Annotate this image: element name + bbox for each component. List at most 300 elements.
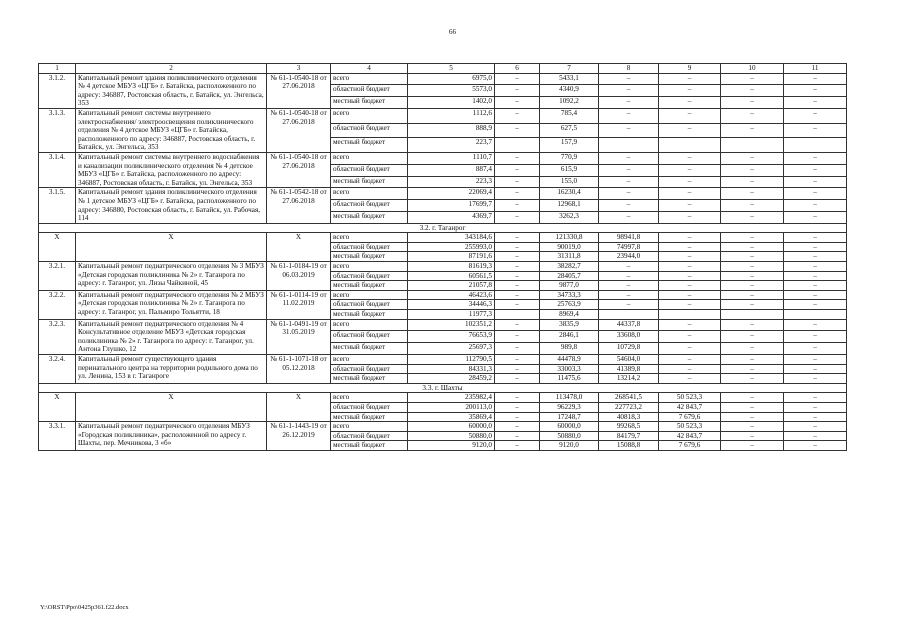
- value-cell: 5433,1: [540, 73, 599, 85]
- value-cell: –: [721, 441, 784, 451]
- value-cell: –: [784, 422, 847, 432]
- value-cell: –: [599, 176, 659, 188]
- budget-source: местный бюджет: [331, 176, 408, 188]
- value-cell: 785,4: [540, 108, 599, 123]
- value-cell: –: [784, 374, 847, 384]
- value-cell: [599, 138, 659, 153]
- budget-source: местный бюджет: [331, 412, 408, 422]
- value-cell: –: [599, 97, 659, 109]
- value-cell: –: [721, 211, 784, 223]
- value-cell: –: [659, 242, 721, 252]
- budget-source: всего: [331, 262, 408, 272]
- value-cell: –: [659, 331, 721, 343]
- value-cell: 50 523,3: [659, 422, 721, 432]
- value-cell: 25697,3: [408, 343, 495, 355]
- value-cell: –: [659, 300, 721, 310]
- value-cell: –: [659, 364, 721, 374]
- header-cell: 11: [784, 64, 847, 74]
- budget-table: [38, 63, 847, 451]
- header-cell: 5: [408, 64, 495, 74]
- value-cell: 770,9: [540, 152, 599, 164]
- page-number: 66: [449, 28, 456, 36]
- item-number: 3.1.4.: [39, 152, 76, 187]
- value-cell: 223,7: [408, 138, 495, 153]
- item-document: Х: [267, 393, 331, 422]
- table-row: [39, 73, 847, 85]
- value-cell: 28459,2: [408, 374, 495, 384]
- value-cell: 200113,0: [408, 402, 495, 412]
- value-cell: 11977,3: [408, 310, 495, 320]
- value-cell: –: [784, 343, 847, 355]
- table-row: [39, 290, 847, 300]
- budget-source: областной бюджет: [331, 123, 408, 138]
- value-cell: –: [784, 364, 847, 374]
- value-cell: 42 843,7: [659, 431, 721, 441]
- value-cell: 113478,0: [540, 393, 599, 403]
- value-cell: –: [721, 374, 784, 384]
- value-cell: 46423,6: [408, 290, 495, 300]
- value-cell: 90019,0: [540, 242, 599, 252]
- value-cell: –: [599, 164, 659, 176]
- value-cell: –: [599, 123, 659, 138]
- budget-source: всего: [331, 290, 408, 300]
- value-cell: –: [659, 374, 721, 384]
- value-cell: 60000,0: [540, 422, 599, 432]
- value-cell: –: [599, 188, 659, 200]
- value-cell: 17248,7: [540, 412, 599, 422]
- value-cell: –: [495, 343, 540, 355]
- value-cell: –: [721, 152, 784, 164]
- value-cell: –: [599, 271, 659, 281]
- value-cell: –: [599, 85, 659, 97]
- budget-source: всего: [331, 152, 408, 164]
- item-name: Капитальный ремонт педиатрического отделения № 2 МБУЗ «Детская городская поликлиника № 2» г. Таганрога по адресу: г. Таганрог, ул. Пальмиро Тольятти, 18: [76, 290, 267, 319]
- budget-source: всего: [331, 108, 408, 123]
- value-cell: 98941,8: [599, 233, 659, 243]
- header-cell: 2: [76, 64, 267, 74]
- value-cell: –: [495, 441, 540, 451]
- header-cell: 4: [331, 64, 408, 74]
- budget-source: всего: [331, 422, 408, 432]
- value-cell: 22069,4: [408, 188, 495, 200]
- value-cell: –: [659, 233, 721, 243]
- value-cell: –: [495, 233, 540, 243]
- value-cell: –: [721, 422, 784, 432]
- value-cell: 11475,6: [540, 374, 599, 384]
- value-cell: –: [784, 73, 847, 85]
- value-cell: –: [599, 211, 659, 223]
- value-cell: 9120,0: [540, 441, 599, 451]
- item-document: № 61-1-0114-19 от 11.02.2019: [267, 290, 331, 319]
- value-cell: 4340,9: [540, 85, 599, 97]
- value-cell: 8969,4: [540, 310, 599, 320]
- value-cell: 615,9: [540, 164, 599, 176]
- item-number: 3.1.5.: [39, 188, 76, 223]
- header-cell: 1: [39, 64, 76, 74]
- value-cell: 3835,9: [540, 319, 599, 331]
- value-cell: 627,5: [540, 123, 599, 138]
- value-cell: –: [784, 97, 847, 109]
- value-cell: [495, 138, 540, 153]
- section-row: [39, 383, 847, 393]
- value-cell: 34733,3: [540, 290, 599, 300]
- value-cell: –: [721, 176, 784, 188]
- value-cell: –: [721, 97, 784, 109]
- budget-source: областной бюджет: [331, 242, 408, 252]
- value-cell: 15088,8: [599, 441, 659, 451]
- value-cell: –: [784, 188, 847, 200]
- header-cell: 7: [540, 64, 599, 74]
- item-name: Х: [76, 233, 267, 262]
- value-cell: –: [784, 402, 847, 412]
- value-cell: 96229,3: [540, 402, 599, 412]
- value-cell: 343184,6: [408, 233, 495, 243]
- value-cell: –: [495, 211, 540, 223]
- value-cell: [784, 138, 847, 153]
- value-cell: 81619,3: [408, 262, 495, 272]
- value-cell: –: [784, 85, 847, 97]
- value-cell: –: [721, 355, 784, 365]
- value-cell: 155,0: [540, 176, 599, 188]
- value-cell: [495, 310, 540, 320]
- section-title: 3.2. г. Таганрог: [39, 223, 847, 233]
- value-cell: –: [659, 152, 721, 164]
- value-cell: –: [784, 242, 847, 252]
- value-cell: 31311,8: [540, 252, 599, 262]
- budget-source: местный бюджет: [331, 310, 408, 320]
- budget-source: местный бюджет: [331, 138, 408, 153]
- value-cell: –: [784, 152, 847, 164]
- value-cell: 50880,0: [540, 431, 599, 441]
- item-document: № 61-1-0491-19 от 31.05.2019: [267, 319, 331, 354]
- item-document: № 61-1-1071-18 от 05.12.2018: [267, 355, 331, 384]
- table-row: [39, 319, 847, 331]
- value-cell: 102351,2: [408, 319, 495, 331]
- item-document: № 61-1-0540-18 от 27.06.2018: [267, 73, 331, 108]
- value-cell: –: [495, 200, 540, 212]
- value-cell: –: [784, 176, 847, 188]
- value-cell: –: [659, 290, 721, 300]
- table-row: [39, 188, 847, 200]
- value-cell: –: [495, 73, 540, 85]
- value-cell: 50 523,3: [659, 393, 721, 403]
- value-cell: –: [659, 97, 721, 109]
- value-cell: 54604,0: [599, 355, 659, 365]
- value-cell: 9877,0: [540, 281, 599, 291]
- value-cell: –: [784, 290, 847, 300]
- value-cell: [659, 138, 721, 153]
- value-cell: 1110,7: [408, 152, 495, 164]
- value-cell: –: [495, 85, 540, 97]
- value-cell: 223,3: [408, 176, 495, 188]
- value-cell: –: [721, 343, 784, 355]
- item-name: Х: [76, 393, 267, 422]
- value-cell: –: [784, 252, 847, 262]
- value-cell: –: [784, 300, 847, 310]
- value-cell: –: [599, 300, 659, 310]
- budget-source: областной бюджет: [331, 331, 408, 343]
- budget-source: областной бюджет: [331, 431, 408, 441]
- value-cell: 25763,9: [540, 300, 599, 310]
- value-cell: –: [599, 73, 659, 85]
- value-cell: 74997,8: [599, 242, 659, 252]
- value-cell: –: [659, 108, 721, 123]
- value-cell: 13214,2: [599, 374, 659, 384]
- value-cell: –: [659, 188, 721, 200]
- item-number: 3.2.1.: [39, 262, 76, 291]
- value-cell: –: [721, 108, 784, 123]
- budget-source: всего: [331, 188, 408, 200]
- value-cell: 23944,0: [599, 252, 659, 262]
- value-cell: [659, 310, 721, 320]
- value-cell: –: [495, 402, 540, 412]
- value-cell: [784, 310, 847, 320]
- value-cell: –: [599, 152, 659, 164]
- value-cell: 4369,7: [408, 211, 495, 223]
- value-cell: –: [721, 233, 784, 243]
- value-cell: –: [721, 188, 784, 200]
- value-cell: 268541,5: [599, 393, 659, 403]
- budget-source: местный бюджет: [331, 211, 408, 223]
- value-cell: 42 843,7: [659, 402, 721, 412]
- budget-source: областной бюджет: [331, 271, 408, 281]
- value-cell: –: [721, 319, 784, 331]
- value-cell: –: [784, 262, 847, 272]
- value-cell: 12968,1: [540, 200, 599, 212]
- value-cell: [721, 138, 784, 153]
- item-number: 3.1.3.: [39, 108, 76, 152]
- value-cell: –: [659, 200, 721, 212]
- value-cell: –: [784, 200, 847, 212]
- value-cell: –: [721, 412, 784, 422]
- value-cell: 7 679,6: [659, 441, 721, 451]
- item-name: Капитальный ремонт педиатрического отделения МБУЗ «Городская поликлиника», расположенной по адресу г. Шахты, пер. Мечникова, 3 «б»: [76, 422, 267, 451]
- value-cell: 3262,3: [540, 211, 599, 223]
- value-cell: –: [784, 211, 847, 223]
- header-cell: 3: [267, 64, 331, 74]
- budget-source: областной бюджет: [331, 300, 408, 310]
- item-number: Х: [39, 233, 76, 262]
- value-cell: –: [495, 431, 540, 441]
- value-cell: –: [495, 281, 540, 291]
- value-cell: [599, 310, 659, 320]
- value-cell: –: [659, 211, 721, 223]
- value-cell: –: [495, 412, 540, 422]
- value-cell: –: [659, 262, 721, 272]
- value-cell: 1402,0: [408, 97, 495, 109]
- value-cell: 112790,5: [408, 355, 495, 365]
- value-cell: 1112,6: [408, 108, 495, 123]
- budget-source: областной бюджет: [331, 200, 408, 212]
- item-number: 3.2.2.: [39, 290, 76, 319]
- value-cell: –: [495, 271, 540, 281]
- value-cell: –: [659, 123, 721, 138]
- value-cell: 33608,0: [599, 331, 659, 343]
- value-cell: –: [495, 97, 540, 109]
- table-row: [39, 422, 847, 432]
- value-cell: 38282,7: [540, 262, 599, 272]
- value-cell: –: [784, 281, 847, 291]
- header-cell: 8: [599, 64, 659, 74]
- value-cell: 21057,8: [408, 281, 495, 291]
- value-cell: 6975,0: [408, 73, 495, 85]
- value-cell: –: [784, 441, 847, 451]
- header-cell: 6: [495, 64, 540, 74]
- value-cell: –: [495, 422, 540, 432]
- value-cell: 28405,7: [540, 271, 599, 281]
- value-cell: –: [495, 242, 540, 252]
- budget-source: местный бюджет: [331, 374, 408, 384]
- value-cell: 84331,3: [408, 364, 495, 374]
- value-cell: –: [721, 242, 784, 252]
- value-cell: –: [784, 431, 847, 441]
- value-cell: –: [495, 152, 540, 164]
- value-cell: 76653,9: [408, 331, 495, 343]
- budget-source: всего: [331, 355, 408, 365]
- value-cell: –: [659, 164, 721, 176]
- value-cell: 7 679,6: [659, 412, 721, 422]
- item-document: № 61-1-0540-18 от 27.06.2018: [267, 108, 331, 152]
- value-cell: –: [495, 262, 540, 272]
- item-name: Капитальный ремонт здания поликлинического отделения № 1 детское МБУЗ «ЦГБ» г. Батайска, расположенного по адресу: 346880, Ростовская область, г. Батайск, ул. Рабочая, 114: [76, 188, 267, 223]
- value-cell: –: [721, 262, 784, 272]
- value-cell: –: [721, 431, 784, 441]
- item-document: № 61-1-1443-19 от 26.12.2019: [267, 422, 331, 451]
- budget-source: областной бюджет: [331, 402, 408, 412]
- value-cell: –: [659, 355, 721, 365]
- value-cell: –: [721, 271, 784, 281]
- item-number: 3.2.3.: [39, 319, 76, 354]
- value-cell: –: [721, 364, 784, 374]
- value-cell: 989,8: [540, 343, 599, 355]
- value-cell: –: [721, 85, 784, 97]
- item-name: Капитальный ремонт системы внутреннего водоснабжения и канализации поликлинического отделения № 4 детское МБУЗ «ЦГБ» г. Батайска, расположенного по адресу: 346887, Ростовская область, г. Батайск, ул. Энгельса, 353: [76, 152, 267, 187]
- item-name: Капитальный ремонт системы внутреннего электроснабжения/ электроосвещения поликлинического отделения № 4 детское МБУЗ «ЦГБ» г. Батайска, расположенного по адресу: 346887, Ростовская область, г. Батайск, ул. Энгельса, 353: [76, 108, 267, 152]
- value-cell: –: [495, 290, 540, 300]
- header-cell: 10: [721, 64, 784, 74]
- value-cell: –: [599, 290, 659, 300]
- value-cell: –: [495, 393, 540, 403]
- file-path-footer: Y:\ORST\Ppo\0425p361.f22.docx: [40, 604, 129, 611]
- value-cell: 16230,4: [540, 188, 599, 200]
- value-cell: 35869,4: [408, 412, 495, 422]
- value-cell: –: [495, 176, 540, 188]
- value-cell: –: [784, 233, 847, 243]
- value-cell: –: [495, 319, 540, 331]
- value-cell: 157,9: [540, 138, 599, 153]
- header-row: [39, 64, 847, 74]
- budget-source: местный бюджет: [331, 252, 408, 262]
- value-cell: 10729,8: [599, 343, 659, 355]
- value-cell: 40818,3: [599, 412, 659, 422]
- value-cell: –: [495, 108, 540, 123]
- value-cell: –: [784, 393, 847, 403]
- value-cell: –: [659, 281, 721, 291]
- value-cell: –: [721, 123, 784, 138]
- value-cell: –: [659, 85, 721, 97]
- value-cell: 255993,0: [408, 242, 495, 252]
- value-cell: –: [659, 73, 721, 85]
- value-cell: –: [784, 319, 847, 331]
- value-cell: –: [721, 164, 784, 176]
- value-cell: 227723,2: [599, 402, 659, 412]
- item-number: 3.2.4.: [39, 355, 76, 384]
- value-cell: 9120,0: [408, 441, 495, 451]
- value-cell: –: [495, 300, 540, 310]
- value-cell: –: [784, 412, 847, 422]
- budget-source: местный бюджет: [331, 441, 408, 451]
- value-cell: –: [784, 331, 847, 343]
- value-cell: 121330,8: [540, 233, 599, 243]
- budget-source: областной бюджет: [331, 164, 408, 176]
- value-cell: 33003,3: [540, 364, 599, 374]
- table-row: [39, 233, 847, 243]
- item-number: 3.3.1.: [39, 422, 76, 451]
- value-cell: –: [599, 262, 659, 272]
- value-cell: 60000,0: [408, 422, 495, 432]
- item-name: Капитальный ремонт педиатрического отделения № 4 Консультативное отделение МБУЗ «Детская городская поликлиника № 2» г. Таганрога по адресу: г. Таганрог, ул. Антона Глушко, 12: [76, 319, 267, 354]
- table-row: [39, 355, 847, 365]
- value-cell: –: [495, 374, 540, 384]
- value-cell: 2846,1: [540, 331, 599, 343]
- budget-source: областной бюджет: [331, 85, 408, 97]
- table-row: [39, 262, 847, 272]
- value-cell: –: [721, 402, 784, 412]
- budget-source: областной бюджет: [331, 364, 408, 374]
- value-cell: 50880,0: [408, 431, 495, 441]
- value-cell: –: [599, 108, 659, 123]
- value-cell: –: [495, 364, 540, 374]
- budget-source: всего: [331, 319, 408, 331]
- table-row: [39, 393, 847, 403]
- value-cell: –: [599, 281, 659, 291]
- value-cell: –: [495, 188, 540, 200]
- value-cell: 1092,2: [540, 97, 599, 109]
- value-cell: –: [659, 252, 721, 262]
- item-name: Капитальный ремонт здания поликлинического отделения № 4 детское МБУЗ «ЦГБ» г. Батайска, расположенного по адресу: 346887, Ростовская область, г. Батайск, ул. Энгельса, 353: [76, 73, 267, 108]
- section-row: [39, 223, 847, 233]
- value-cell: –: [659, 176, 721, 188]
- value-cell: –: [495, 252, 540, 262]
- value-cell: –: [659, 271, 721, 281]
- item-name: Капитальный ремонт педиатрического отделения № 3 МБУЗ «Детская городская поликлиника № 2» г. Таганрога по адресу: г. Таганрог, ул. Лизы Чайкиной, 45: [76, 262, 267, 291]
- item-number: 3.1.2.: [39, 73, 76, 108]
- value-cell: 44337,8: [599, 319, 659, 331]
- table-row: [39, 152, 847, 164]
- value-cell: –: [495, 164, 540, 176]
- value-cell: –: [721, 290, 784, 300]
- value-cell: –: [721, 281, 784, 291]
- value-cell: –: [659, 343, 721, 355]
- value-cell: –: [721, 252, 784, 262]
- value-cell: 5573,0: [408, 85, 495, 97]
- value-cell: –: [721, 331, 784, 343]
- value-cell: –: [784, 108, 847, 123]
- value-cell: –: [599, 200, 659, 212]
- budget-source: местный бюджет: [331, 97, 408, 109]
- value-cell: –: [495, 123, 540, 138]
- value-cell: 41389,8: [599, 364, 659, 374]
- value-cell: 60561,5: [408, 271, 495, 281]
- value-cell: [721, 310, 784, 320]
- budget-source: местный бюджет: [331, 281, 408, 291]
- value-cell: 235982,4: [408, 393, 495, 403]
- section-title: 3.3. г. Шахты: [39, 383, 847, 393]
- value-cell: 99268,5: [599, 422, 659, 432]
- value-cell: 34446,3: [408, 300, 495, 310]
- header-cell: 9: [659, 64, 721, 74]
- value-cell: –: [784, 271, 847, 281]
